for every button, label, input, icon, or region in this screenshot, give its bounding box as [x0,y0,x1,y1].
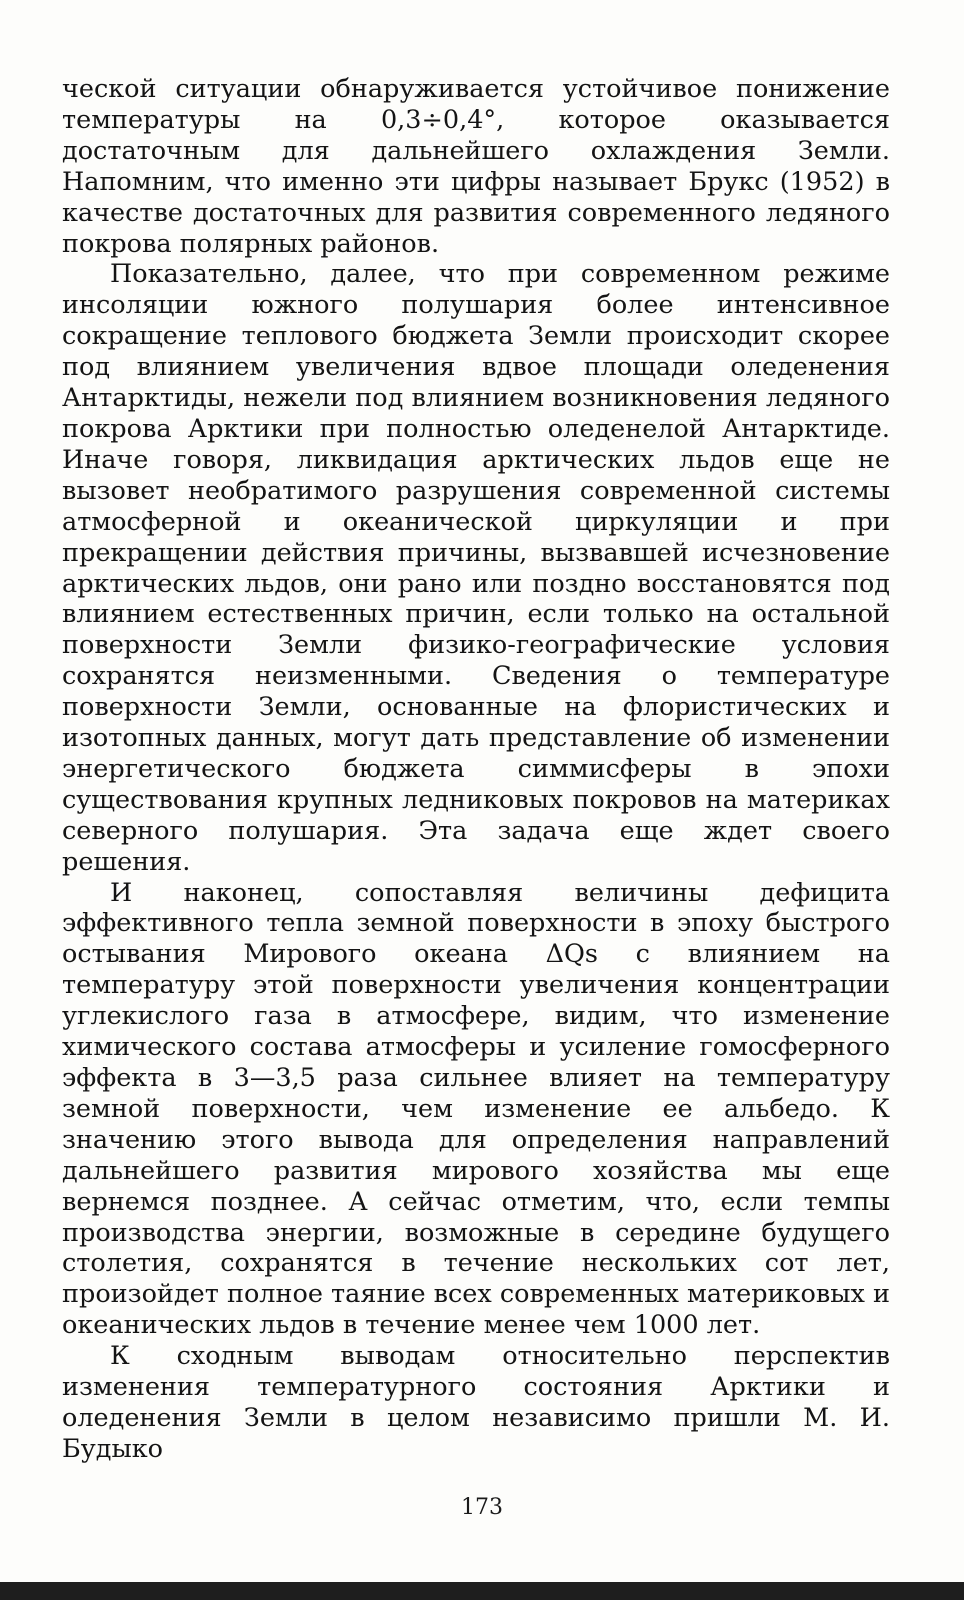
body-text [62,74,890,1465]
paragraph-continuation: ческой ситуации обнаруживается устойчивое понижение температуры на 0,3÷0,4°, которое оказывается достаточным для дальнейшего охлаждения Земли. Напомним, что именно эти цифры называет Брукс (1952) в качестве достаточных для развития современного ледяного покрова полярных районов. [62,74,890,259]
paragraph-similar-conclusions: К сходным выводам относительно перспектив изменения температурного состояния Арктики и оледенения Земли в целом независимо пришли М. И. Будыко [62,1341,890,1464]
scan-edge [0,1582,964,1600]
paragraph-conclusion: И наконец, сопоставляя величины дефицита эффективного тепла земной поверхности в эпоху быстрого остывания Мирового океана ΔQs с влиянием на температуру этой поверхности увеличения концентрации углекислого газа в атмосфере, видим, что изменение химического состава атмосферы и усиление гомосферного эффекта в 3—3,5 раза сильнее влияет на температуру земной поверхности, чем изменение ее альбедо. К значению этого вывода для определения направлений дальнейшего развития мирового хозяйства мы еще вернемся позднее. А сейчас отметим, что, если темпы производства энергии, возможные в середине будущего столетия, сохранятся в течение нескольких сот лет, произойдет полное таяние всех современных материковых и океанических льдов в течение менее чем 1000 лет. [62,877,890,1341]
page-number: 173 [461,1495,503,1520]
paragraph-insolation: Показательно, далее, что при современном режиме инсоляции южного полушария более интенсивное сокращение теплового бюджета Земли происходит скорее под влиянием увеличения вдвое площади оледенения Антарктиды, нежели под влиянием возникновения ледяного покрова Арктики при полностью оледенелой Антарктиде. Иначе говоря, ликвидация арктических льдов еще не вызовет необратимого разрушения современной системы атмосферной и океанической циркуляции и при прекращении действия причины, вызвавшей исчезновение арктических льдов, они рано или поздно восстановятся под влиянием естественных причин, если только на остальной поверхности Земли физико-географические условия сохранятся неизменными. Сведения о температуре поверхности Земли, основанные на флористических и изотопных данных, могут дать представление об изменении энергетического бюджета симмисферы в эпохи существования крупных ледниковых покровов на материках северного полушария. Эта задача еще ждет своего решения. [62,259,890,877]
